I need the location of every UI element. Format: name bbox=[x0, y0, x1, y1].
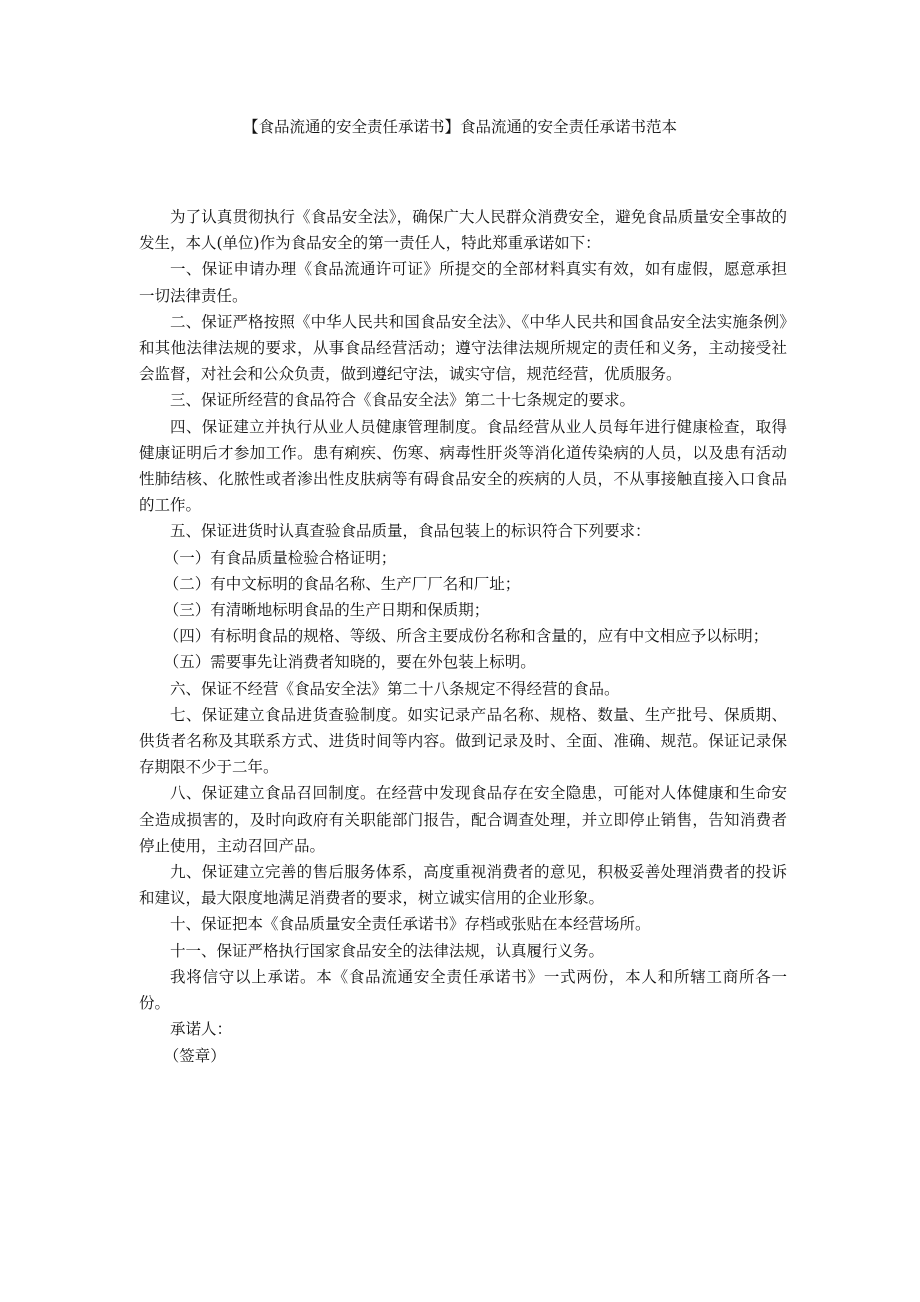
signer-label: 承诺人： bbox=[170, 1020, 233, 1039]
intro-paragraph: 为了认真贯彻执行《食品安全法》，确保广大人民群众消费安全，避免食品质量安全事故的发生，本人(单位)作为食品安全的第一责任人，特此郑重承诺如下： bbox=[139, 208, 787, 253]
sub-item-5-3: （三）有清晰地标明食品的生产日期和保质期； bbox=[163, 601, 490, 620]
commitment-item-7: 七、保证建立食品进货查验制度。如实记录产品名称、规格、数量、生产批号、保质期、供货者名称及其联系方式、进货时间等内容。做到记录及时、全面、准确、规范。保证记录保存期限不少于二年。 bbox=[139, 705, 787, 777]
commitment-item-9: 九、保证建立完善的售后服务体系，高度重视消费者的意见，积极妥善处理消费者的投诉和建议，最大限度地满足消费者的要求，树立诚实信用的企业形象。 bbox=[139, 863, 787, 908]
commitment-item-4: 四、保证建立并执行从业人员健康管理制度。食品经营从业人员每年进行健康检查，取得健康证明后才参加工作。患有痢疾、伤寒、病毒性肝炎等消化道传染病的人员，以及患有活动性肺结核、化脓性或者渗出性皮肤病等有碍食品安全的疾病的人员，不从事接触直接入口食品的工作。 bbox=[139, 417, 787, 515]
commitment-item-2: 二、保证严格按照《中华人民共和国食品安全法》、《中华人民共和国食品安全法实施条例》和其他法律法规的要求，从事食品经营活动；遵守法律法规所规定的责任和义务，主动接受社会监督，对社会和公众负责，做到遵纪守法，诚实守信，规范经营，优质服务。 bbox=[139, 312, 787, 384]
sub-item-5-5: （五）需要事先让消费者知晓的，要在外包装上标明。 bbox=[163, 653, 536, 672]
closing-paragraph: 我将信守以上承诺。本《食品流通安全责任承诺书》一式两份，本人和所辖工商所各一份。 bbox=[139, 967, 787, 1013]
commitment-item-3: 三、保证所经营的食品符合《食品安全法》第二十七条规定的要求。 bbox=[170, 391, 636, 410]
commitment-item-11: 十一、保证严格执行国家食品安全的法律法规，认真履行义务。 bbox=[170, 941, 605, 960]
document-body bbox=[139, 204, 787, 1069]
commitment-item-6: 六、保证不经营《食品安全法》第二十八条规定不得经营的食品。 bbox=[170, 679, 620, 698]
sub-item-5-4: （四）有标明食品的规格、等级、所含主要成份名称和含量的，应有中文相应予以标明； bbox=[163, 627, 769, 646]
commitment-item-10: 十、保证把本《食品质量安全责任承诺书》存档或张贴在本经营场所。 bbox=[170, 915, 651, 934]
commitment-item-5: 五、保证进货时认真查验食品质量，食品包装上的标识符合下列要求： bbox=[170, 522, 651, 541]
commitment-item-8: 八、保证建立食品召回制度。在经营中发现食品存在安全隐患，可能对人体健康和生命安全造成损害的，及时向政府有关职能部门报告，配合调查处理，并立即停止销售，告知消费者停止使用，主动召回产品。 bbox=[139, 784, 787, 855]
document-title: 【食品流通的安全责任承诺书】食品流通的安全责任承诺书范本 bbox=[242, 118, 677, 136]
sub-item-5-2: （二）有中文标明的食品名称、生产厂厂名和厂址； bbox=[163, 574, 521, 593]
seal-label: （签章） bbox=[163, 1046, 226, 1065]
sub-item-5-1: （一）有食品质量检验合格证明； bbox=[163, 548, 397, 567]
commitment-item-1: 一、保证申请办理《食品流通许可证》所提交的全部材料真实有效，如有虚假，愿意承担一切法律责任。 bbox=[139, 260, 787, 305]
